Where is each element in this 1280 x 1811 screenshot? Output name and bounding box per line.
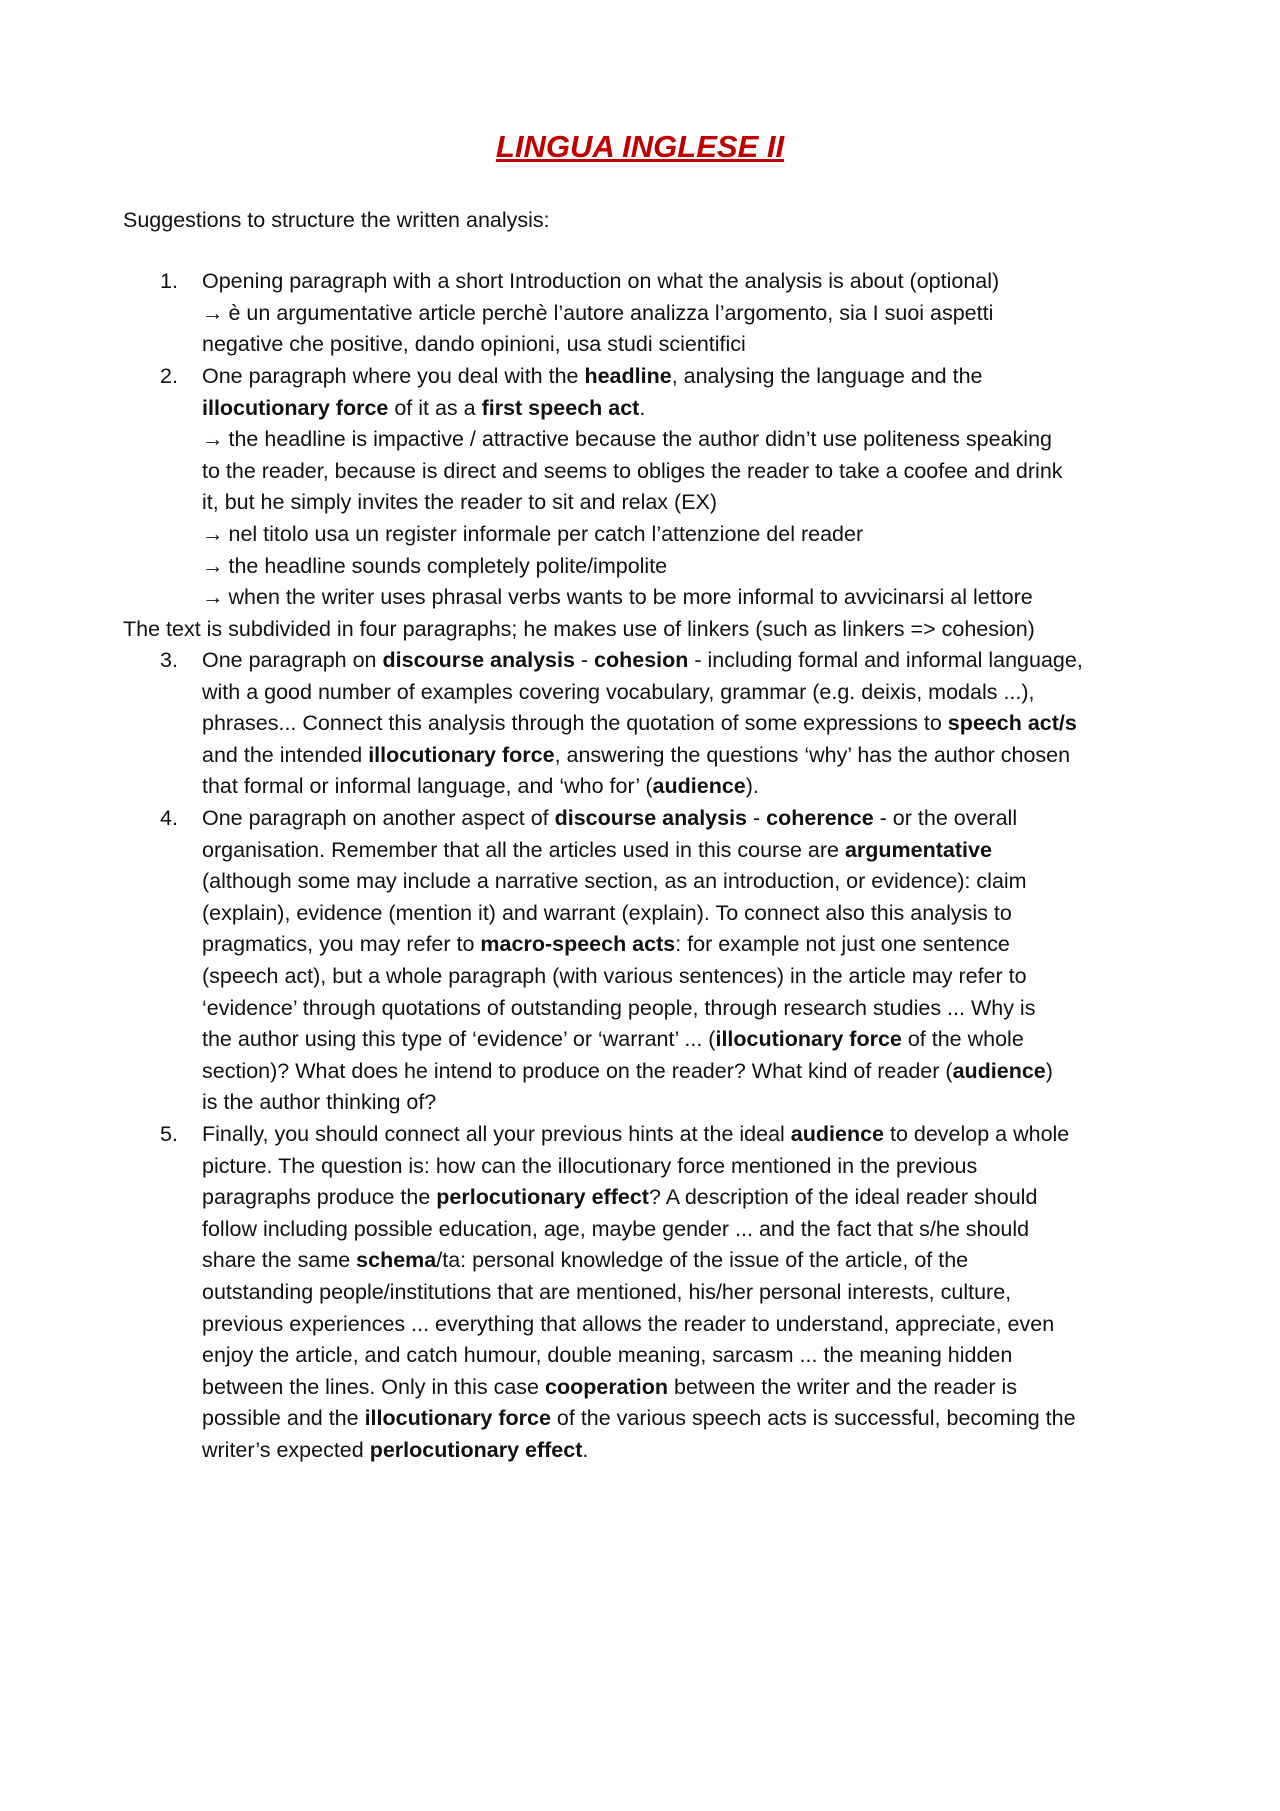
text-span: and the intended: [202, 742, 369, 767]
text-line: [202, 645, 1192, 677]
text-span: One paragraph on: [202, 648, 383, 672]
text-line: outstanding people/institutions that are mentioned, his/her personal interests, culture,: [202, 1279, 1012, 1304]
text-span: - or the overall: [873, 806, 1018, 830]
text-span: share the same: [202, 1248, 357, 1273]
intro-text: Suggestions to structure the written analysis:: [123, 208, 550, 232]
text-line: (speech act), but a whole paragraph (with various sentences) in the article may refer to: [202, 963, 1027, 988]
item-number: 1.: [160, 269, 178, 293]
text-span: One paragraph on another aspect of: [202, 806, 555, 830]
bold-term: cohesion: [594, 648, 689, 672]
item-number: 3.: [160, 648, 178, 672]
item-number: 2.: [160, 364, 178, 388]
text-span: section)? What does he intend to produce on the reader? What kind of reader (: [202, 1058, 953, 1083]
note-text: The text is subdivided in four paragraphs; he makes use of linkers (such as linkers => cohesion): [123, 617, 1035, 641]
bold-term: illocutionary force: [364, 1406, 551, 1431]
bold-term: headline: [584, 364, 672, 388]
text-span: pragmatics, you may refer to: [202, 932, 481, 957]
text-span: Finally, you should connect all your previous hints at the ideal: [202, 1122, 791, 1146]
arrow-icon: →: [202, 553, 224, 578]
text-span: paragraphs produce the: [202, 1185, 437, 1210]
bold-term: first speech act: [481, 395, 640, 420]
bold-term: coherence: [766, 806, 874, 830]
bold-term: argumentative: [844, 837, 992, 862]
item-body: [202, 803, 1192, 1119]
text-line: (although some may include a narrative section, as an introduction, or evidence): claim: [202, 869, 1027, 894]
text-line: [202, 740, 1192, 772]
text-line: ‘evidence’ through quotations of outstanding people, through research studies ... Why is: [202, 995, 1036, 1020]
item-body: [202, 361, 1192, 614]
item-number: 4.: [160, 806, 178, 830]
bold-term: illocutionary force: [715, 1027, 902, 1052]
text-span: phrases... Connect this analysis through the quotation of some expressions to: [202, 711, 948, 736]
text-line: [202, 1182, 1192, 1214]
text-line: [202, 929, 1192, 961]
text-line: (explain), evidence (mention it) and warrant (explain). To connect also this analysis to: [202, 900, 1012, 925]
text-span: One paragraph where you deal with the: [202, 364, 585, 388]
arrow-icon: →: [202, 585, 224, 610]
text-span: ): [1045, 1058, 1053, 1083]
bold-term: audience: [952, 1058, 1046, 1083]
text-span: , answering the questions ‘why’ has the author chosen: [554, 742, 1071, 767]
text-span: of it as a: [388, 395, 482, 420]
bold-term: macro-speech acts: [480, 932, 676, 957]
text-span: writer’s expected: [202, 1437, 370, 1462]
text-line: follow including possible education, age, maybe gender ... and the fact that s/he should: [202, 1216, 1030, 1241]
text-line: [202, 1024, 1192, 1056]
text-line: [202, 424, 1192, 456]
text-line: [202, 708, 1192, 740]
bold-term: illocutionary force: [368, 742, 555, 767]
bold-term: audience: [652, 774, 746, 799]
text-line: [202, 771, 1192, 803]
text-line: negative che positive, dando opinioni, usa studi scientifici: [202, 332, 746, 357]
text-span: of the whole: [901, 1027, 1024, 1052]
text-line: [202, 361, 1192, 393]
text-span: -: [747, 806, 767, 830]
bold-term: discourse analysis: [554, 806, 748, 830]
item-body: [202, 645, 1192, 803]
text-span: , analysing the language and the: [671, 364, 983, 388]
text-line: enjoy the article, and catch humour, double meaning, sarcasm ... the meaning hidden: [202, 1343, 1013, 1368]
text-line: to the reader, because is direct and seems to obliges the reader to take a coofee and drink: [202, 458, 1063, 483]
text-line: [202, 1372, 1192, 1404]
text-line: [202, 298, 1192, 330]
arrow-icon: →: [202, 427, 224, 452]
page-title: LINGUA INGLESE II: [495, 129, 785, 164]
text-span: .: [582, 1437, 589, 1462]
item-number: 5.: [160, 1122, 178, 1146]
text-span: that formal or informal language, and ‘who for’ (: [202, 774, 653, 799]
text-span: possible and the: [202, 1406, 365, 1431]
text-line: Opening paragraph with a short Introduction on what the analysis is about (optional): [202, 269, 1000, 293]
text-span: to develop a whole: [884, 1122, 1070, 1146]
text-span: ).: [745, 774, 759, 799]
text-line: picture. The question is: how can the illocutionary force mentioned in the previous: [202, 1153, 978, 1178]
text-line: previous experiences ... everything that allows the reader to understand, appreciate, even: [202, 1311, 1055, 1336]
text-span: the headline is impactive / attractive because the author didn’t use politeness speaking: [228, 427, 1052, 452]
text-line: [202, 1119, 1192, 1151]
text-span: nel titolo usa un register informale per catch l’attenzione del reader: [228, 521, 864, 546]
bold-term: cooperation: [545, 1374, 669, 1399]
text-line: [202, 519, 1192, 551]
bold-term: speech act/s: [947, 711, 1077, 736]
item-body: [202, 266, 1192, 361]
text-line: with a good number of examples covering vocabulary, grammar (e.g. deixis, modals ...),: [202, 679, 1035, 704]
text-line: [202, 1403, 1192, 1435]
bold-term: perlocutionary effect: [369, 1437, 583, 1462]
text-line: is the author thinking of?: [202, 1090, 437, 1115]
text-span: organisation. Remember that all the articles used in this course are: [202, 837, 845, 862]
bold-term: schema: [356, 1248, 437, 1273]
text-span: of the various speech acts is successful, becoming the: [550, 1406, 1076, 1431]
text-line: [202, 582, 1192, 614]
text-span: è un argumentative article perchè l’autore analizza l’argomento, sia I suoi aspetti: [228, 300, 994, 325]
text-span: : for example not just one sentence: [675, 932, 1010, 957]
text-line: [202, 835, 1192, 867]
text-span: ? A description of the ideal reader should: [648, 1185, 1038, 1210]
text-line: [202, 1245, 1192, 1277]
arrow-icon: →: [202, 521, 224, 546]
text-line: [202, 1435, 1192, 1467]
text-span: when the writer uses phrasal verbs wants to be more informal to avvicinarsi al lettore: [228, 585, 1033, 610]
text-span: - including formal and informal language,: [688, 648, 1083, 672]
bold-term: discourse analysis: [382, 648, 575, 672]
item-body: [202, 1119, 1192, 1467]
text-span: the author using this type of ‘evidence’ or ‘warrant’ ... (: [202, 1027, 716, 1052]
bold-term: audience: [790, 1122, 884, 1146]
text-line: [202, 393, 1192, 425]
text-span: .: [639, 395, 646, 420]
text-span: between the lines. Only in this case: [202, 1374, 545, 1399]
text-span: the headline sounds completely polite/impolite: [228, 553, 668, 578]
text-span: -: [574, 648, 595, 672]
bold-term: illocutionary force: [202, 395, 389, 420]
text-span: between the writer and the reader is: [668, 1374, 1018, 1399]
text-line: [202, 1056, 1192, 1088]
text-line: [202, 803, 1192, 835]
text-line: it, but he simply invites the reader to sit and relax (EX): [202, 490, 718, 515]
bold-term: perlocutionary effect: [436, 1185, 649, 1210]
text-line: [202, 551, 1192, 583]
arrow-icon: →: [202, 300, 224, 325]
text-span: /ta: personal knowledge of the issue of the article, of the: [436, 1248, 969, 1273]
